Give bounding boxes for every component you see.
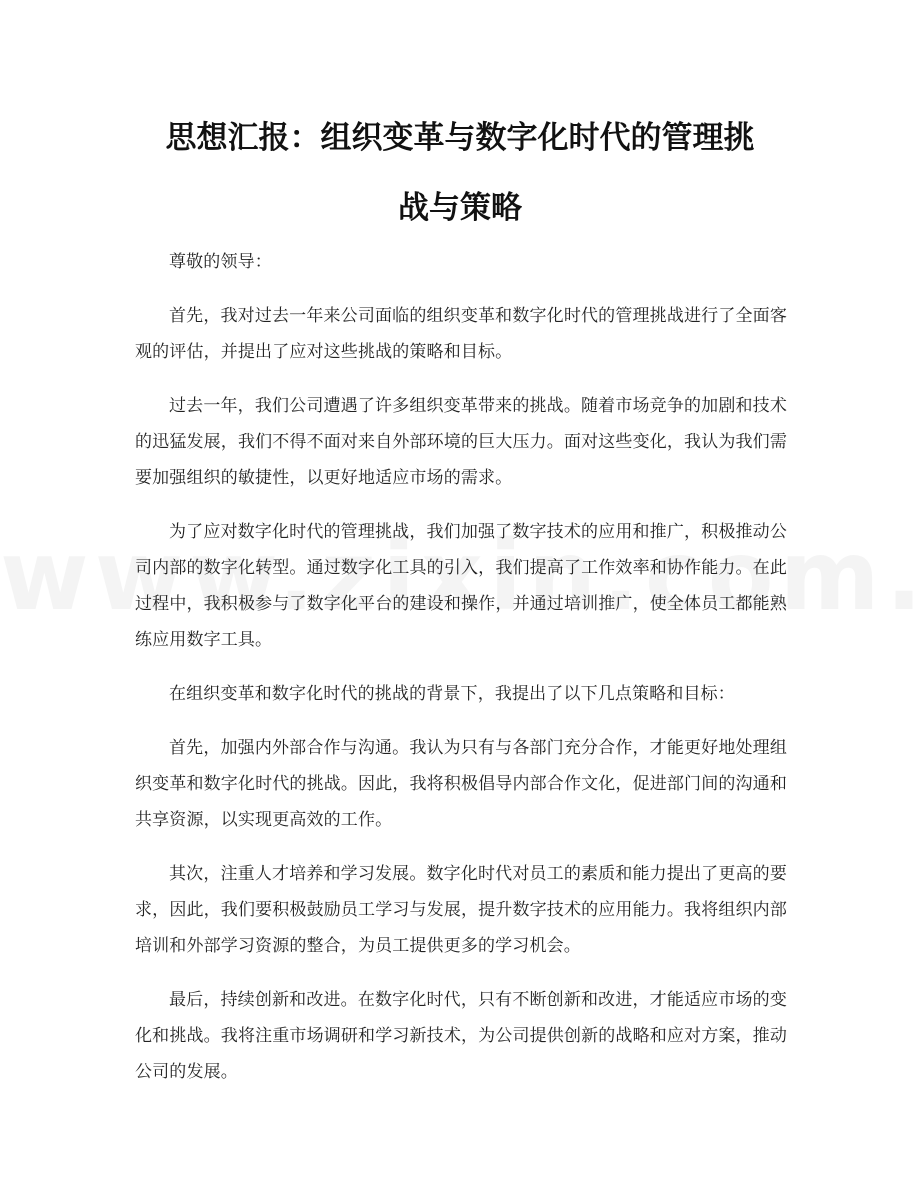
paragraph: 其次，注重人才培养和学习发展。数字化时代对员工的素质和能力提出了更高的要求，因此，我们要积极鼓励员工学习与发展，提升数字技术的应用能力。我将组织内部培训和外部学习资源的整合，为员工提供更多的学习机会。 (135, 864, 787, 956)
title-line-2: 战与策略 (398, 190, 522, 226)
paragraph: 过去一年，我们公司遭遇了许多组织变革带来的挑战。随着市场竞争的加剧和技术的迅猛发展，我们不得不面对来自外部环境的巨大压力。面对这些变化，我认为我们需要加强组织的敏捷性，以更好地适应市场的需求。 (135, 396, 787, 488)
document-title (120, 103, 800, 243)
paragraph: 首先，我对过去一年来公司面临的组织变革和数字化时代的管理挑战进行了全面客观的评估，并提出了应对这些挑战的策略和目标。 (135, 306, 787, 362)
paragraph: 最后，持续创新和改进。在数字化时代，只有不断创新和改进，才能适应市场的变化和挑战。我将注重市场调研和学习新技术，为公司提供创新的战略和应对方案，推动公司的发展。 (135, 990, 787, 1082)
paragraph: 为了应对数字化时代的管理挑战，我们加强了数字技术的应用和推广，积极推动公司内部的数字化转型。通过数字化工具的引入，我们提高了工作效率和协作能力。在此过程中，我积极参与了数字化平台的建设和操作，并通过培训推广，使全体员工都能熟练应用数字工具。 (135, 522, 787, 650)
paragraph: 首先，加强内外部合作与沟通。我认为只有与各部门充分合作，才能更好地处理组织变革和数字化时代的挑战。因此，我将积极倡导内部合作文化，促进部门间的沟通和共享资源，以实现更高效的工作。 (135, 738, 787, 830)
salutation: 尊敬的领导： (169, 252, 272, 272)
document-body (135, 244, 787, 1108)
paragraph: 在组织变革和数字化时代的挑战的背景下，我提出了以下几点策略和目标： (169, 684, 735, 704)
title-line-1: 思想汇报：组织变革与数字化时代的管理挑 (165, 120, 755, 156)
